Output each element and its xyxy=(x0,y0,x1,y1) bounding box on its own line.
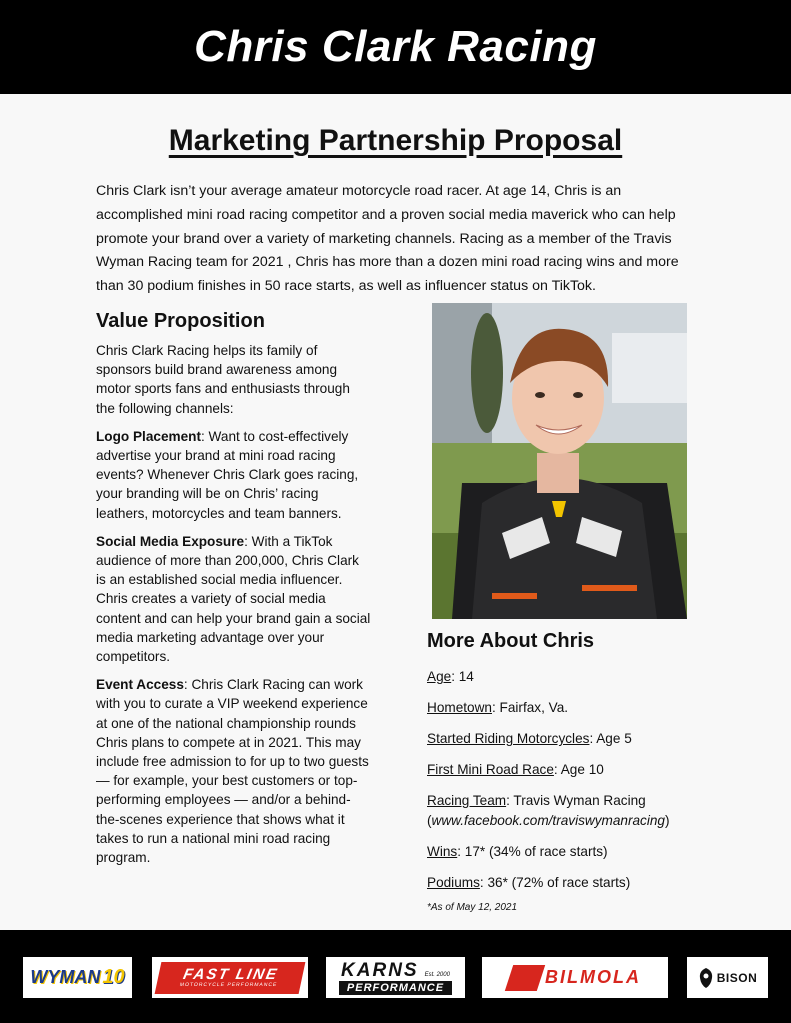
channel-title: Event Access xyxy=(96,677,184,693)
fast-line-logo xyxy=(152,957,308,998)
more-about-heading: More About Chris xyxy=(427,630,595,652)
fact-label: Hometown xyxy=(427,700,492,715)
bison-head-icon xyxy=(698,967,714,989)
bison-badge xyxy=(698,967,758,989)
karns-subtext: PERFORMANCE xyxy=(339,981,452,995)
fact-podiums xyxy=(427,873,697,893)
channel-title: Logo Placement xyxy=(96,428,201,444)
document-title: Marketing Partnership Proposal xyxy=(168,124,623,157)
channel-event-access xyxy=(96,675,371,867)
fact-value: : Travis Wyman Racing xyxy=(506,793,646,808)
bison-logo xyxy=(687,957,768,998)
fact-label: First Mini Road Race xyxy=(427,762,554,777)
more-about-section xyxy=(427,630,697,913)
fast-line-text: FAST LINE xyxy=(181,965,280,983)
url-open-paren: ( xyxy=(427,813,432,828)
rider-photo xyxy=(432,303,687,619)
fact-hometown xyxy=(427,698,697,718)
fast-line-badge xyxy=(155,962,306,994)
fact-first-race xyxy=(427,760,697,780)
fast-line-subtext: MOTORCYCLE PERFORMANCE xyxy=(179,981,278,988)
fact-label: Racing Team xyxy=(427,793,507,808)
page-header xyxy=(0,0,791,94)
bilmola-mark-icon xyxy=(505,965,545,991)
fact-value: : 14 xyxy=(451,669,474,684)
karns-text: KARNS xyxy=(341,959,419,981)
wyman-logo-number: 10 xyxy=(102,966,125,988)
fact-value: : Age 10 xyxy=(553,762,604,777)
channel-title: Social Media Exposure xyxy=(96,533,245,549)
fact-started-riding xyxy=(427,729,697,749)
bilmola-text: BILMOLA xyxy=(545,967,641,987)
footnote: *As of May 12, 2021 xyxy=(427,902,518,913)
karns-est: Est. 2000 xyxy=(424,971,450,978)
fact-label: Started Riding Motorcycles xyxy=(427,731,590,746)
bilmola-logo xyxy=(482,957,668,998)
bison-text: BISON xyxy=(716,970,758,985)
channel-logo-placement xyxy=(96,427,371,523)
fact-wins xyxy=(427,842,697,862)
header-title: Chris Clark Racing xyxy=(194,22,597,71)
fact-label: Age xyxy=(427,669,452,684)
fact-racing-team xyxy=(427,791,697,831)
channel-social-media xyxy=(96,532,371,666)
fact-value: : Fairfax, Va. xyxy=(491,700,569,715)
wyman-racing-logo xyxy=(23,957,132,998)
intro-paragraph: Chris Clark isn’t your average amateur motorcycle road racer. At age 14, Chris is an accomplished mini road racing competitor and a proven social media maverick who can help promote your brand over a variety of marketing channels. Racing as a member of the Travis Wyman Racing team for 2021 , Chris has more than a dozen mini road racing wins and more than 30 podium finishes in 50 race starts, as well as influencer status on TikTok. xyxy=(96,183,679,295)
sponsor-footer xyxy=(0,930,791,1023)
fact-value: : Age 5 xyxy=(589,731,632,746)
wyman-logo-text: WYMAN xyxy=(30,967,101,987)
karns-badge xyxy=(339,961,452,995)
team-facebook-link[interactable]: www.facebook.com/traviswymanracing xyxy=(431,813,665,828)
fact-value: : 17* (34% of race starts) xyxy=(457,844,608,859)
fact-age xyxy=(427,667,697,687)
bilmola-badge xyxy=(509,965,641,991)
value-proposition-section xyxy=(96,310,371,876)
karns-performance-logo xyxy=(326,957,465,998)
channel-text: : Chris Clark Racing can work with you to curate a VIP weekend experience at one of the national championship rounds Chris plans to compete at in 2021. This may include free admission to for up to two guests — for example, your best customers or top-performing employees — and/or a behind-the-scenes experience that shows what it takes to run a national mini road racing program. xyxy=(96,677,369,866)
value-proposition-heading: Value Proposition xyxy=(96,310,265,332)
url-close-paren: ) xyxy=(664,813,670,828)
fact-value: : 36* (72% of race starts) xyxy=(479,875,631,890)
value-proposition-lead: Chris Clark Racing helps its family of sponsors build brand awareness among motor sports fans and enthusiasts through the following channels: xyxy=(96,343,350,416)
fact-label: Wins xyxy=(427,844,458,859)
fact-label: Podiums xyxy=(427,875,480,890)
channel-text: : With a TikTok audience of more than 200,000, Chris Clark is an established social media influencer. Chris creates a variety of social media content and can help your brand gain a social media marketing advantage over your competitors. xyxy=(96,533,371,665)
channel-text: : Want to cost-effectively advertise your brand at mini road racing events? Whenever Chris Clark goes racing, your branding will be on Chris’ racing leathers, motorcycles and team banners. xyxy=(96,428,359,521)
